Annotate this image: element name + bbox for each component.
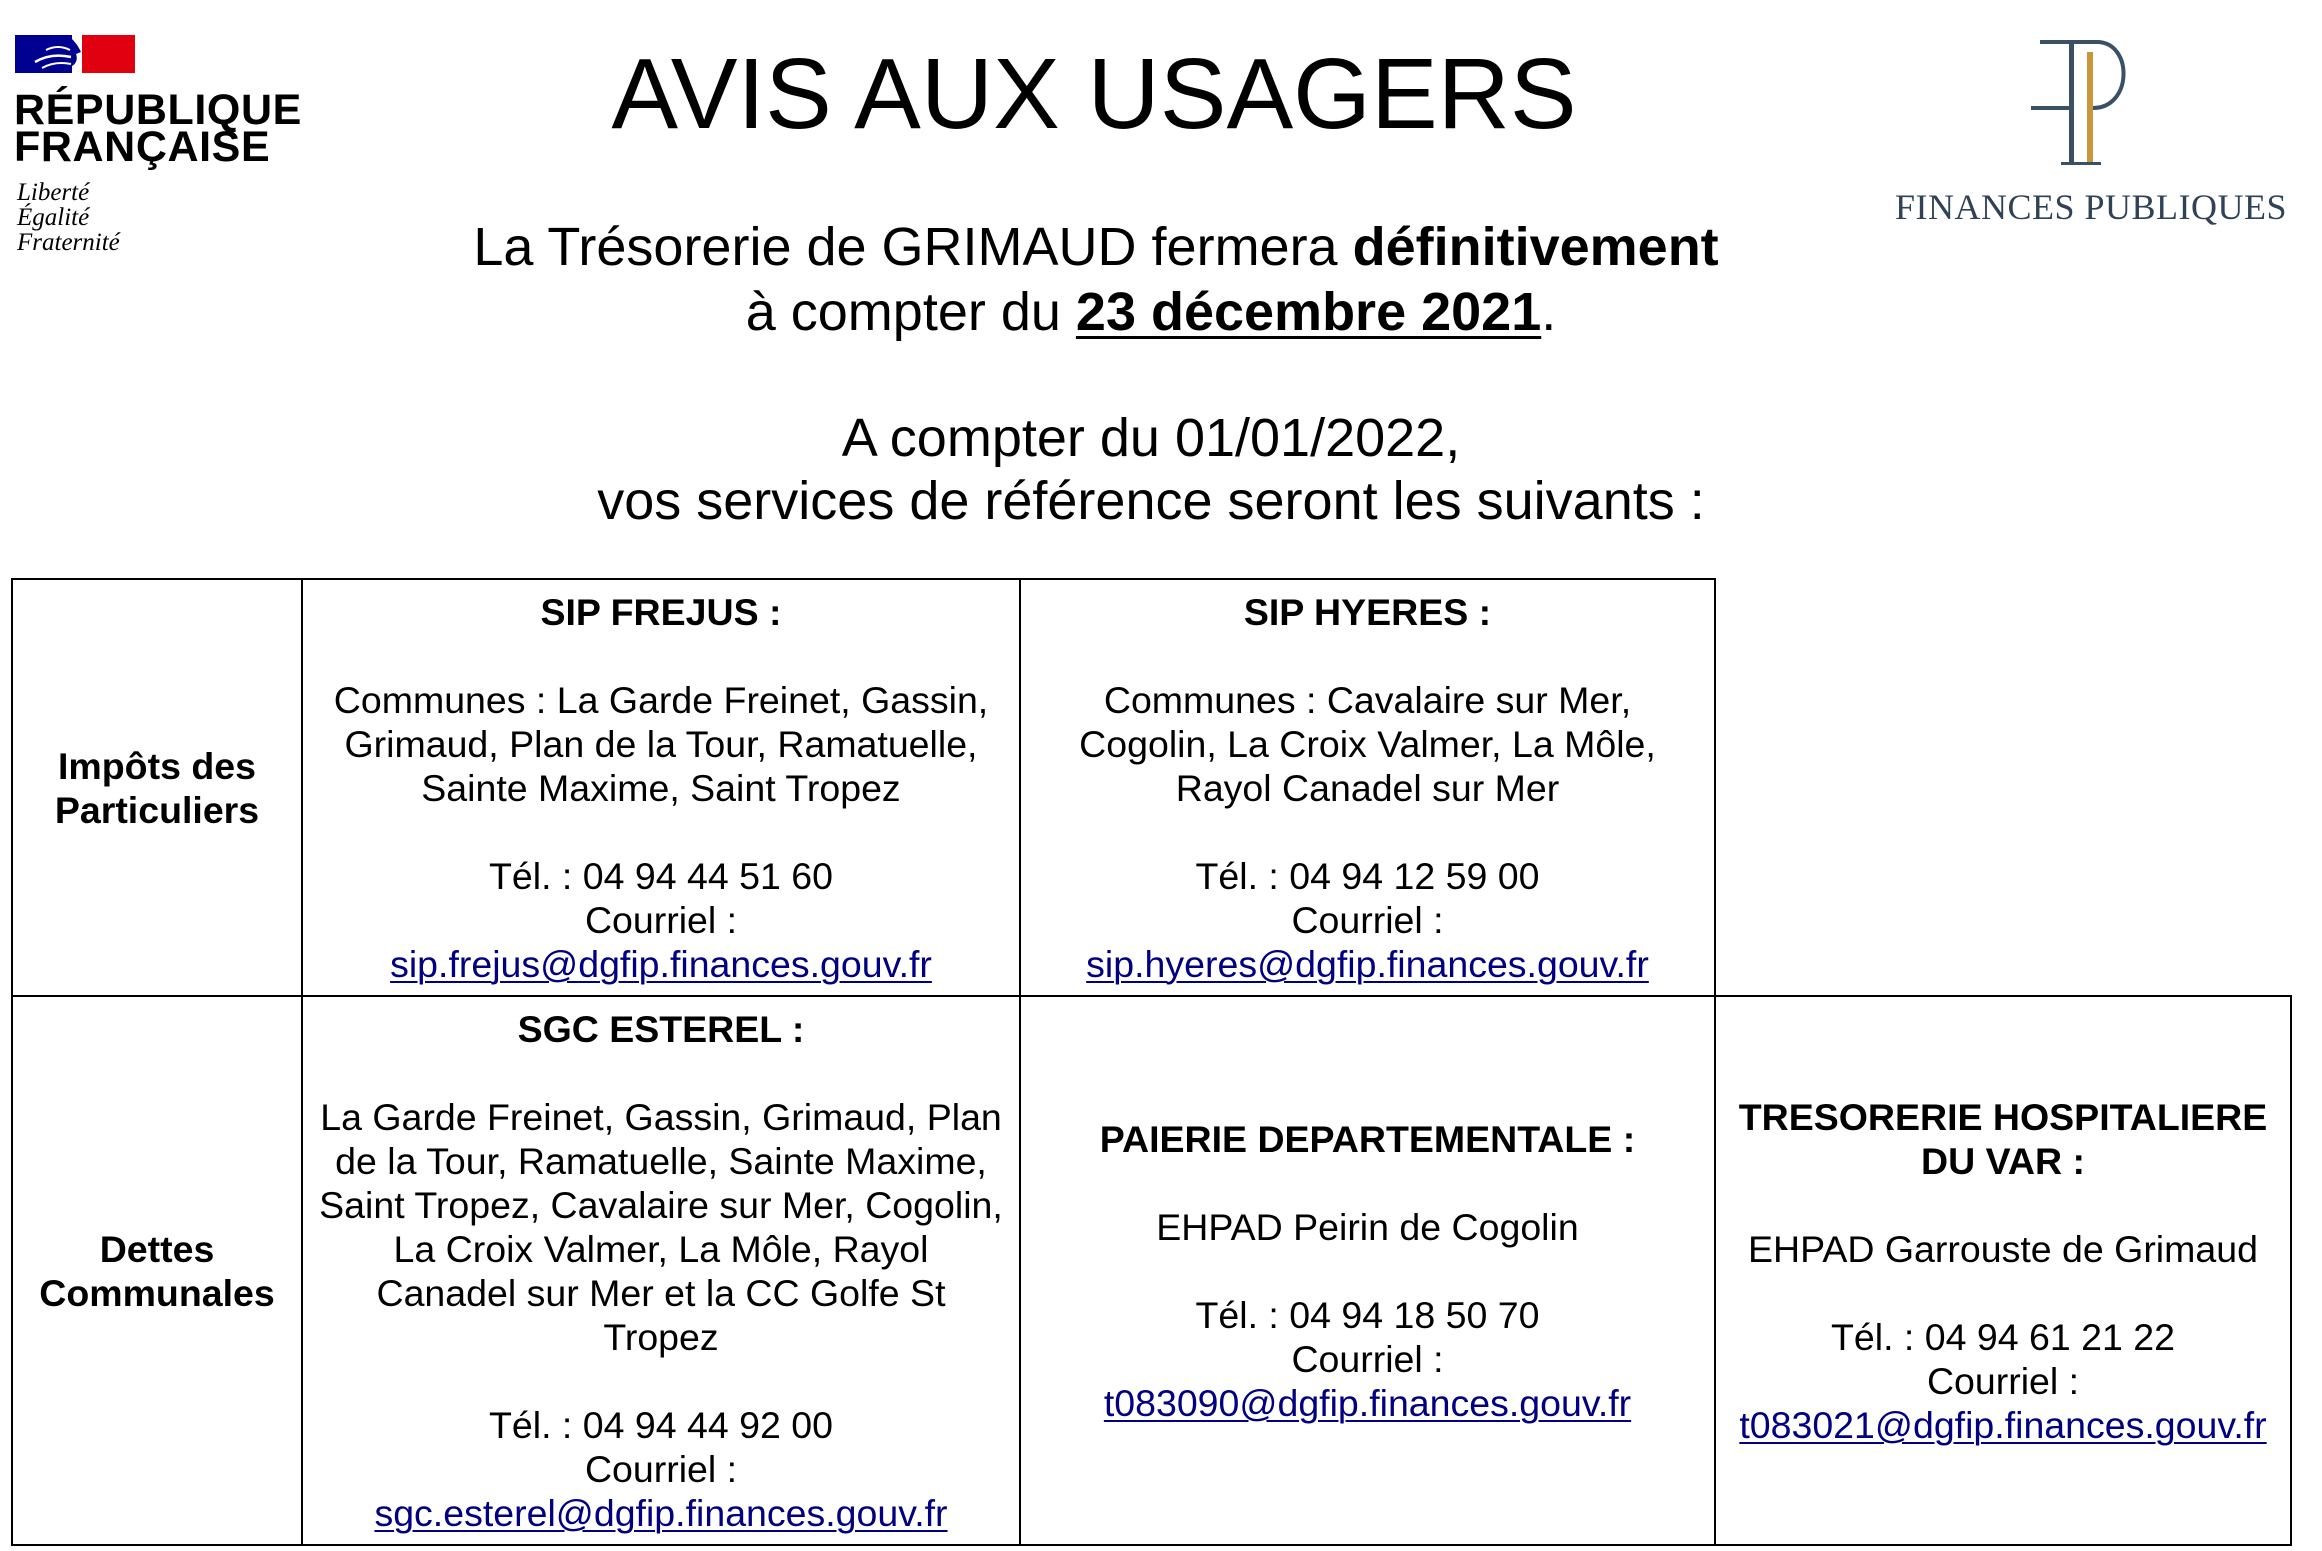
motto-liberte: Liberté (17, 179, 90, 206)
service-detail-line: La Garde Freinet, Gassin, Grimaud, Plan (320, 1095, 1002, 1138)
notice-emphasis: définitivement (1352, 217, 1719, 277)
service-phone: Tél. : 04 94 44 92 00 (488, 1403, 833, 1446)
service-email-link[interactable]: t083090@dgfip.finances.gouv.fr (1103, 1381, 1632, 1424)
service-title: SIP HYERES : (1243, 590, 1492, 633)
notice-line-1 (0, 216, 2192, 278)
service-email-line (1104, 1381, 1631, 1425)
service-detail-line: La Croix Valmer, La Môle, Rayol (393, 1227, 929, 1270)
service-detail-line: Canadel sur Mer et la CC Golfe St (376, 1271, 946, 1314)
rf-logo-line1: RÉPUBLIQUE (14, 86, 302, 134)
notice-date-suffix: . (1541, 282, 1557, 342)
fp-monogram-icon (2027, 36, 2137, 171)
service-email-link[interactable]: sip.hyeres@dgfip.finances.gouv.fr (1086, 942, 1649, 985)
service-detail-line: Communes : Cavalaire sur Mer, (1103, 678, 1632, 721)
service-title: TRESORERIE HOSPITALIERE (1738, 1095, 2268, 1138)
service-detail-line: Communes : La Garde Freinet, Gassin, (333, 678, 989, 721)
service-detail-line: de la Tour, Ramatuelle, Sainte Maxime, (335, 1139, 987, 1182)
row-label-line: Particuliers (54, 788, 260, 831)
service-cell-sgc-esterel (301, 995, 1021, 1546)
service-detail-line: Rayol Canadel sur Mer (1175, 766, 1560, 809)
service-cell-paierie-departementale (1019, 995, 1716, 1546)
service-detail-line: Cogolin, La Croix Valmer, La Môle, (1079, 722, 1656, 765)
service-email-label: Courriel : (1291, 898, 1444, 941)
service-title: SGC ESTEREL : (517, 1007, 805, 1050)
service-email-link[interactable]: t083021@dgfip.finances.gouv.fr (1739, 1403, 2267, 1446)
notice-closing-text: La Trésorerie de GRIMAUD fermera (473, 217, 1353, 277)
service-email-link[interactable]: sip.frejus@dgfip.finances.gouv.fr (390, 942, 932, 985)
fp-logo-text: FINANCES PUBLIQUES (1894, 187, 2288, 227)
row-label-line: Impôts des (58, 744, 256, 787)
motto-fraternite: Fraternité (17, 229, 120, 256)
service-email-line (374, 1491, 947, 1535)
service-detail-line: Grimaud, Plan de la Tour, Ramatuelle, (344, 722, 978, 765)
row-label-line: Dettes (99, 1227, 215, 1270)
notice-line-2 (0, 281, 2302, 343)
service-title: SIP FREJUS : (540, 590, 782, 633)
service-detail-line: Saint Tropez, Cavalaire sur Mer, Cogolin, (319, 1183, 1003, 1226)
service-email-label: Courriel : (1926, 1359, 2080, 1402)
service-email-label: Courriel : (584, 1447, 738, 1490)
service-phone: Tél. : 04 94 18 50 70 (1195, 1293, 1540, 1336)
row-label-dettes-communales (11, 995, 303, 1546)
motto-egalite: Égalité (17, 204, 90, 231)
service-cell-sip-hyeres (1019, 578, 1716, 997)
service-detail-line: EHPAD Garrouste de Grimaud (1748, 1227, 2258, 1270)
page-title: AVIS AUX USAGERS (611, 38, 1577, 150)
service-email-link[interactable]: sgc.esterel@dgfip.finances.gouv.fr (374, 1491, 948, 1534)
service-cell-sip-frejus (301, 578, 1021, 997)
service-email-line (1739, 1403, 2266, 1447)
notice-closing-date: 23 décembre 2021 (1075, 282, 1542, 342)
service-email-label: Courriel : (1291, 1337, 1444, 1380)
service-phone: Tél. : 04 94 44 51 60 (488, 854, 833, 897)
row-label-impots-particuliers (11, 578, 303, 997)
service-detail-line: EHPAD Peirin de Cogolin (1156, 1205, 1579, 1248)
service-detail-line: Sainte Maxime, Saint Tropez (421, 766, 901, 809)
service-cell-tresorerie-hospitaliere (1714, 995, 2292, 1546)
service-title: PAIERIE DEPARTEMENTALE : (1099, 1117, 1636, 1160)
notice-line-3: A compter du 01/01/2022, (841, 408, 1461, 468)
service-email-line (390, 942, 932, 986)
service-title: DU VAR : (1921, 1139, 2085, 1182)
row-label-line: Communales (39, 1271, 275, 1314)
notice-line-4: vos services de référence seront les suivants : (597, 471, 1705, 531)
rf-logo-line2: FRANÇAISE (14, 123, 271, 171)
service-email-line (1086, 942, 1649, 986)
service-detail-line: Tropez (603, 1315, 719, 1358)
service-email-label: Courriel : (584, 898, 738, 941)
service-phone: Tél. : 04 94 61 21 22 (1830, 1315, 2175, 1358)
service-phone: Tél. : 04 94 12 59 00 (1195, 854, 1540, 897)
notice-date-prefix: à compter du (745, 282, 1076, 342)
